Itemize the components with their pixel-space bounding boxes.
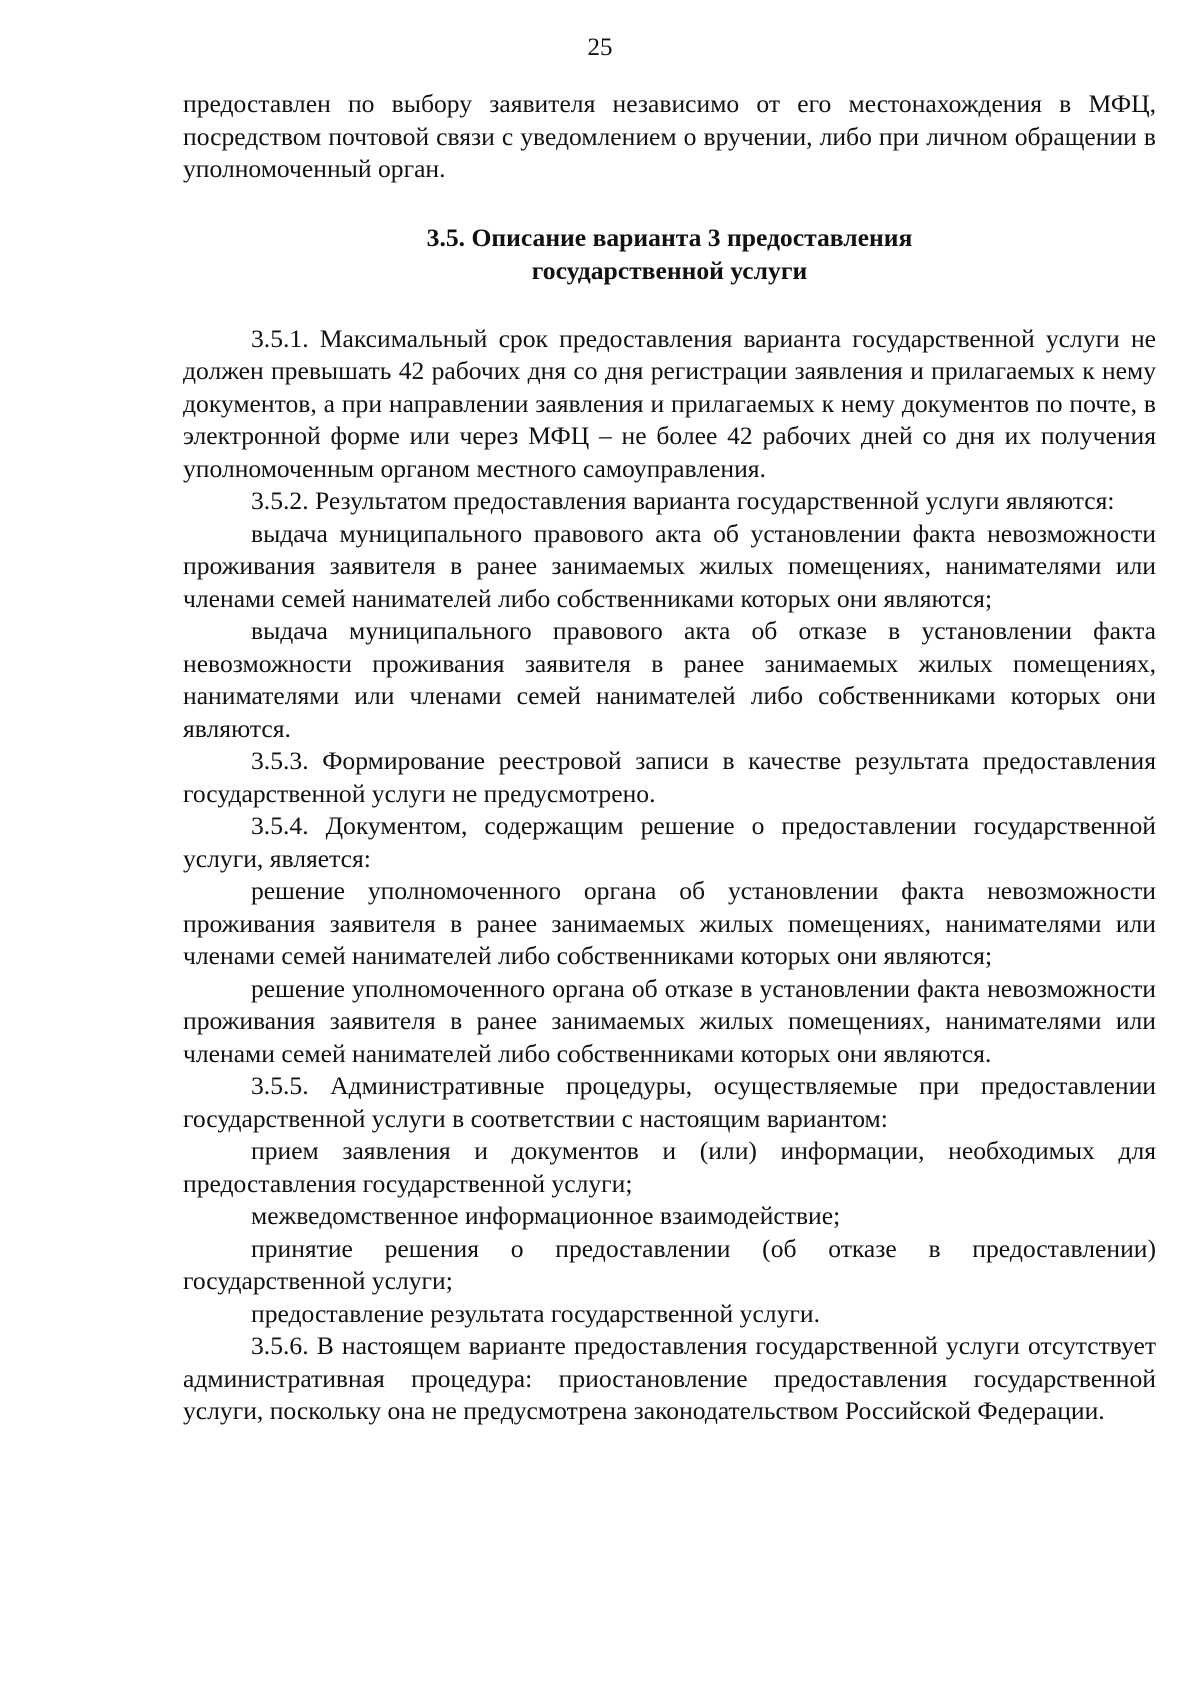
intro-paragraph: предоставлен по выбору заявителя независимо от его местонахождения в МФЦ, посредством почтовой связи с уведомлением о вручении, либо при личном обращении в уполномоченный орган. [183,89,1156,183]
paragraph-3-5-2: 3.5.2. Результатом предоставления варианта государственной услуги являются: [251,486,1115,515]
page-number: 25 [587,34,613,61]
section-heading-line-2: государственной услуги [531,255,808,285]
section-heading-line-1: 3.5. Описание варианта 3 предоставления [426,222,913,252]
paragraph-result-1: выдача муниципального правового акта об установлении факта невозможности проживания заявителя в ранее занимаемых жилых помещениях, нанимателями или членами семей нанимателей либо собственниками которых они являются; [183,518,1156,613]
paragraph-3-5-4: 3.5.4. Документом, содержащим решение о предоставлении государственной услуги, является: [183,811,1156,873]
document-body [183,88,1156,1428]
paragraph-3-5-5: 3.5.5. Административные процедуры, осуществляемые при предоставлении государственной услуги в соответствии с настоящим вариантом: [183,1071,1156,1133]
section-heading [183,221,1156,287]
paragraph-procedure-1: прием заявления и документов и (или) информации, необходимых для предоставления государственной услуги; [183,1136,1156,1198]
paragraph-procedure-3: принятие решения о предоставлении (об отказе в предоставлении) государственной услуги; [183,1233,1156,1295]
paragraph-3-5-6: 3.5.6. В настоящем варианте предоставления государственной услуги отсутствует административная процедура: приостановление предоставления государственной услуги, поскольку она не предусмотрена законодательством Российской Федерации. [183,1331,1156,1425]
paragraph-result-2: выдача муниципального правового акта об отказе в установлении факта невозможности проживания заявителя в ранее занимаемых жилых помещениях, нанимателями или членами семей нанимателей либо собственниками которых они являются. [183,616,1156,743]
paragraph-procedure-2: межведомственное информационное взаимодействие; [251,1201,841,1230]
paragraph-3-5-1: 3.5.1. Максимальный срок предоставления варианта государственной услуги не должен превышать 42 рабочих дня со дня регистрации заявления и прилагаемых к нему документов, а при направлении заявления и прилагаемых к нему документов по почте, в электронной форме или через МФЦ – не более 42 рабочих дней со дня их получения уполномоченным органом местного самоуправления. [183,323,1156,483]
paragraph-decision-1: решение уполномоченного органа об установлении факта невозможности проживания заявителя в ранее занимаемых жилых помещениях, нанимателями или членами семей нанимателей либо собственниками которых они являются; [183,876,1156,970]
paragraph-3-5-3: 3.5.3. Формирование реестровой записи в качестве результата предоставления государственной услуги не предусмотрено. [183,746,1156,808]
paragraph-procedure-4: предоставление результата государственной услуги. [251,1298,820,1328]
paragraph-decision-2: решение уполномоченного органа об отказе в установлении факта невозможности проживания заявителя в ранее занимаемых жилых помещениях, нанимателями или членами семей нанимателей либо собственниками которых они являются. [183,973,1156,1068]
